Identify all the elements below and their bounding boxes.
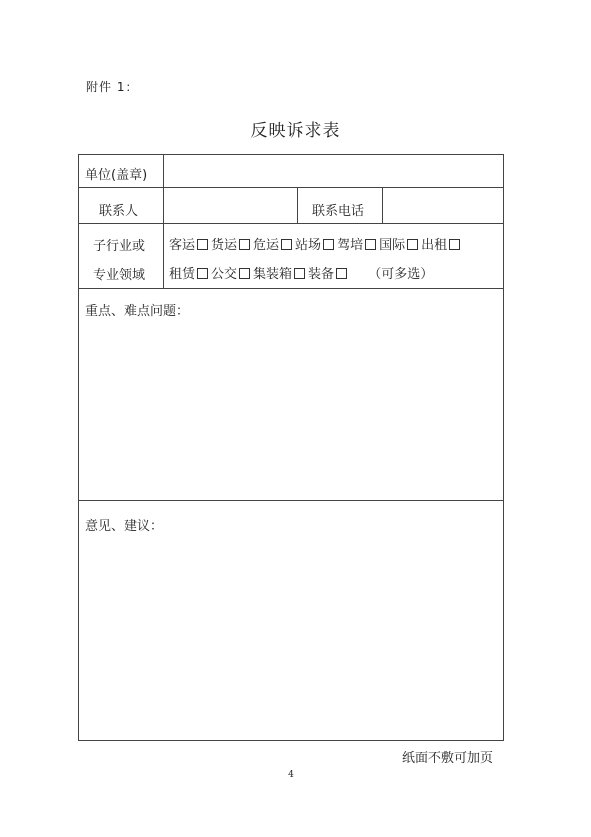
checkbox-equipment[interactable] (336, 268, 347, 279)
suggestions-label: 意见、建议： (85, 519, 164, 534)
column-divider (382, 187, 383, 223)
row-divider (79, 223, 503, 224)
checkbox-bus[interactable] (239, 268, 250, 279)
contact-person-label: 联系人 (99, 204, 139, 219)
checkbox-international[interactable] (407, 239, 418, 250)
checkbox-container[interactable] (294, 268, 305, 279)
option-driver-training: 驾培 (337, 234, 379, 253)
petition-form-table (78, 154, 504, 741)
option-leasing: 租赁 (169, 263, 211, 282)
column-divider (297, 187, 298, 223)
attachment-label: 附件 1： (86, 80, 139, 94)
contact-person-field[interactable] (165, 189, 295, 221)
row-divider (79, 288, 503, 289)
add-pages-note: 纸面不敷可加页 (402, 751, 494, 766)
industry-options-row2 (169, 263, 433, 282)
option-hazardous: 危运 (253, 234, 295, 253)
unit-seal-label: 单位(盖章) (85, 168, 148, 183)
suggestions-field[interactable] (81, 535, 501, 735)
option-freight: 货运 (211, 234, 253, 253)
option-equipment: 装备 (308, 263, 350, 282)
checkbox-leasing[interactable] (197, 268, 208, 279)
column-divider (163, 155, 164, 288)
issues-field[interactable] (81, 320, 501, 496)
option-station: 站场 (295, 234, 337, 253)
row-divider (79, 187, 503, 188)
multi-select-note: （可多选） (368, 267, 434, 282)
checkbox-station[interactable] (323, 239, 334, 250)
contact-phone-label: 联系电话 (312, 204, 365, 219)
option-international: 国际 (379, 234, 421, 253)
option-container: 集装箱 (253, 263, 308, 282)
issues-label: 重点、难点问题： (85, 304, 190, 319)
contact-phone-field[interactable] (385, 189, 501, 221)
checkbox-freight[interactable] (239, 239, 250, 250)
option-taxi: 出租 (421, 234, 463, 253)
page-number: 4 (288, 770, 294, 780)
page-title: 反映诉求表 (250, 121, 341, 141)
unit-seal-field[interactable] (165, 157, 501, 185)
checkbox-taxi[interactable] (449, 239, 460, 250)
industry-label-line1: 子行业或 (93, 239, 146, 254)
option-passenger: 客运 (169, 234, 211, 253)
checkbox-passenger[interactable] (197, 239, 208, 250)
option-bus: 公交 (211, 263, 253, 282)
checkbox-hazardous[interactable] (281, 239, 292, 250)
industry-options-row1 (169, 234, 463, 253)
checkbox-driver-training[interactable] (365, 239, 376, 250)
row-divider (79, 500, 503, 501)
industry-label-line2: 专业领域 (93, 268, 146, 283)
